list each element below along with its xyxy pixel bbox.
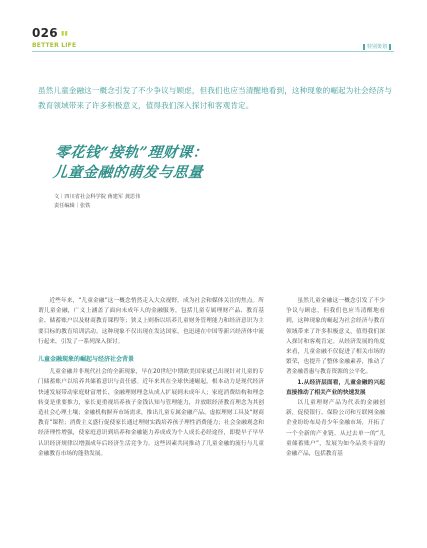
body-column-left	[38, 296, 264, 459]
page-number: 026 ▮▮	[32, 26, 69, 40]
article-title	[52, 143, 209, 183]
title-line-1: 零花钱“接轨”理财课：	[54, 144, 209, 161]
section-bar-left	[363, 44, 365, 50]
body-paragraph: 近些年来，“儿童金融”这一概念悄然走入大众视野，成为社会和媒体关注的焦点。所谓儿童金融，广义上涵盖了面向未成年人的金融服务，包括儿童专属理财产品、教育基金、储蓄账户以及财商教育课程等；狭义上则指以培养儿童财务管理能力和经济意识为主要目标的教育培训活动。这种现象不仅出现在发达国家，也迅速在中国等新兴经济体中流行起来，引发了一系列深入探讨。	[38, 298, 264, 345]
body-paragraph: 以儿童理财产品为代表的金融创新，促使银行、保险公司和互联网金融企业纷纷布局青少年金融市场，开拓了一个全新的产业链。从过去单一的“儿童储蓄账户”，发展为如今品类丰富的金融产品，包括教育基	[286, 400, 385, 458]
section-label: 特别策划	[366, 44, 387, 50]
subsection-heading: 1.从经济层面看，儿童金融的兴起直接推动了相关产业的快速发展	[286, 379, 385, 396]
section-tag	[361, 43, 393, 50]
magazine-name: BETTER LIFE	[32, 42, 77, 49]
body-paragraph: 儿童金融并非现代社会的全新现象，早在20世纪中期欧美国家就已出现针对儿童的专门储蓄账户以培养其储蓄意识与责任感。近年来其在全球快速崛起，根本动力是现代经济快速发展带动家庭财富增长、金融理财理念从成人扩展到未成年人；家庭消费结构和理念转变是重要推力，家长更重视培养孩子金钱认知与管理能力，并放眼经济教育理念为其创造社会心理土壤；金融机构摒弃市场需求，推出儿童专属金融产品、虚拟理财工具及“财商教育”课程；消费主义盛行促使家长通过理财实践培养孩子理性消费能力；社会金融观念和经济理性增强，使家庭意识到培养和金融能力养成成为个人成长必经途径，即提早子早早认识经济规律以增强成年后经济生活竞争力。这些因素共同推动了儿童金融的流行与儿童金融教育市场的蓬勃发展。	[38, 369, 264, 457]
lead-paragraph: 虽然儿童金融这一概念引发了不少争议与顾虑，但我们也应当清醒地看到，这种现象的崛起为社会经济与教育领域带来了许多积极意义，值得我们深入探讨和客观肯定。	[38, 86, 392, 110]
body-column-right	[286, 296, 385, 459]
page-mark: ▮▮	[60, 30, 69, 37]
body-paragraph: 虽然儿童金融这一概念引发了不少争议与顾虑，但我们也应当清醒地看到，这种现象的崛起为社会经济与教育领域带来了许多积极意义，值得我们深入探讨和客观肯定。从经济发展的角度来看，儿童金融不仅促进了相关市场的繁荣，也提升了整体金融素养，推动了著金融普惠与教育资源的公平化。	[286, 298, 385, 376]
title-line-2: 儿童金融的萌发与思量	[52, 164, 204, 181]
section-heading: 儿童金融现象的崛起与经济社会背景	[38, 356, 135, 364]
editor-line: 责任编辑｜张铁	[54, 203, 91, 209]
header-rule	[32, 51, 394, 52]
byline	[54, 193, 140, 211]
author-line: 文｜四川省社会科学院 蒋建军 龚思伟	[54, 194, 141, 200]
section-bar-right	[389, 44, 391, 50]
